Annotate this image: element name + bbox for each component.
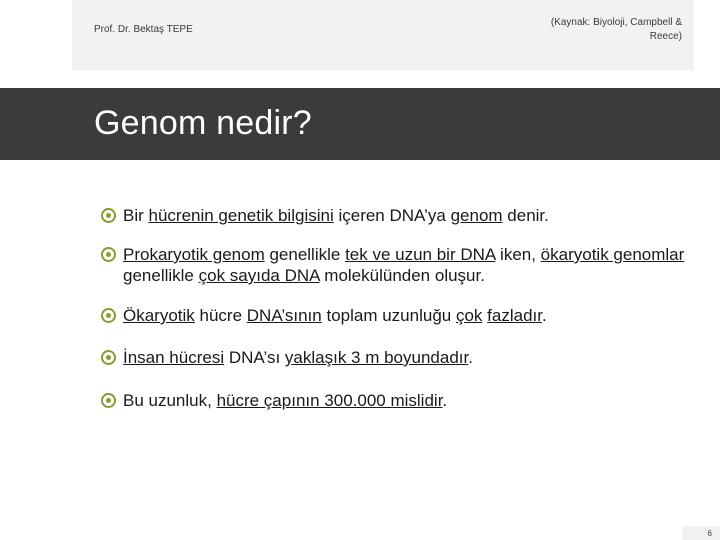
underlined-text: hücrenin genetik bilgisini [148,206,334,225]
underlined-text: DNA’sının [246,306,322,325]
page-number-tab [682,526,720,540]
underlined-text: fazladır [487,306,542,325]
underlined-text: genom [450,206,503,225]
underlined-text: ökaryotik genomlar [540,245,685,264]
bullet-circle-icon [101,308,116,323]
text-segment: denir. [502,206,549,225]
text-segment: toplam uzunluğu [321,306,456,325]
bullet-item [101,205,691,226]
bullet-item [101,305,691,326]
underlined-text: çok [455,306,483,325]
text-segment: DNA’sı [224,348,285,367]
underlined-text: Prokaryotik genom [123,245,265,264]
underlined-text: yaklaşık 3 m boyundadır [284,348,469,367]
page-number: 6 [707,529,712,538]
bullet-item [101,390,691,411]
slide-title: Genom nedir? [94,104,312,142]
text-segment: içeren DNA’ya [333,206,451,225]
text-segment: . [541,306,547,325]
text-segment: . [442,391,448,410]
text-segment: genellikle [264,245,346,264]
bullet-circle-icon [101,350,116,365]
bullet-circle-icon [101,247,116,262]
text-segment: Bu uzunluk, [123,391,217,410]
underlined-text: İnsan hücresi [123,348,225,367]
text-segment: molekülünden oluşur. [319,266,485,285]
title-bar [0,88,720,160]
text-segment: genellikle [123,266,199,285]
text-segment: iken, [495,245,541,264]
underlined-text: Ökaryotik [123,306,195,325]
text-segment: . [468,348,473,367]
bullet-circle-icon [101,208,116,223]
bullet-list [101,205,691,411]
source-line-1: (Kaynak: Biyoloji, Campbell & [550,17,682,28]
source-citation [512,16,682,44]
source-line-2: Reece) [649,31,682,42]
bullet-item [101,244,691,286]
text-segment: hücre [194,306,247,325]
underlined-text: hücre çapının 300.000 mislidir [216,391,443,410]
author-name: Prof. Dr. Bektaş TEPE [94,24,193,35]
underlined-text: çok sayıda DNA [198,266,320,285]
underlined-text: tek ve uzun bir DNA [345,245,496,264]
bullet-item [101,347,691,368]
bullet-circle-icon [101,393,116,408]
text-segment: Bir [123,206,149,225]
